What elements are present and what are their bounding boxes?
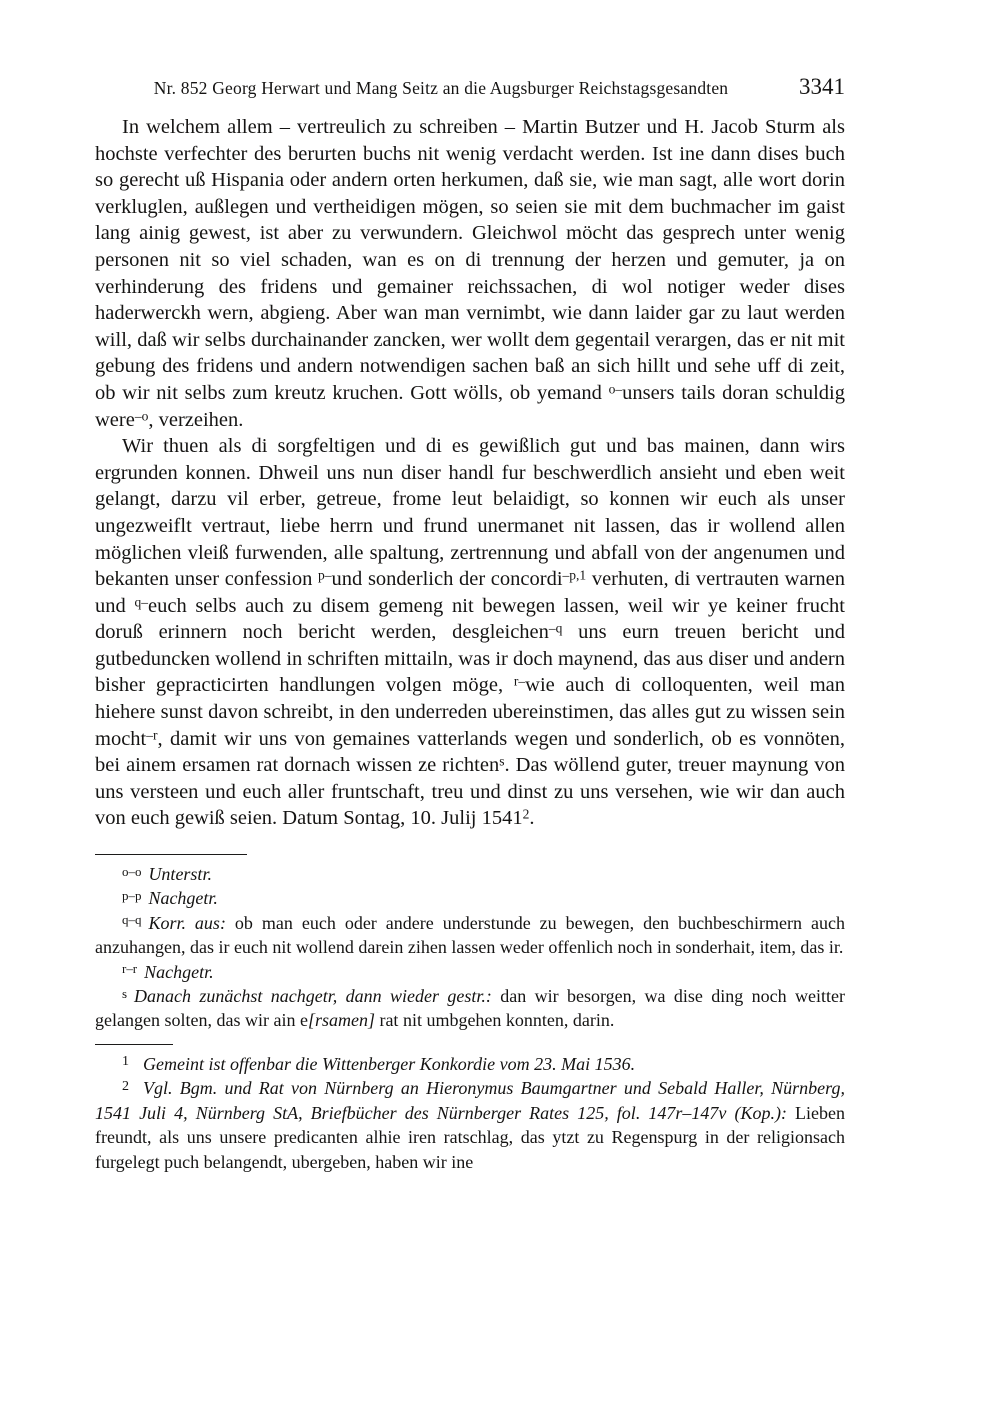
text-segment: Lieben freundt, als uns unsere predicanten alhie iren ratschlag, das ytzt zu Regenspurg in der religionsach furgelegt puch belangendt, ubergeben, haben wir ine: [95, 1102, 845, 1172]
text-segment: Danach zunächst nachgetr, dann wieder gestr.:: [134, 986, 492, 1007]
apparatus-sigla: r–r: [122, 961, 138, 977]
superscript-siglum: q–: [134, 594, 148, 610]
superscript-siglum: r–: [513, 673, 526, 689]
apparatus-note-text: [95, 986, 845, 1030]
footnote-number: 1: [122, 1053, 130, 1070]
text-segment: wie auch di colloquenten, weil man hiehere sunst davon schreibt, in den underreden ubereinstimen, das alles gut zu wissen sein mocht: [95, 674, 845, 750]
apparatus-note: [95, 886, 845, 910]
text-segment: [rsamen]: [307, 1010, 375, 1031]
text-segment: euch selbs auch zu disem gemeng nit bewegen lassen, weil wir ye keiner frucht doruß erinnern noch bericht werden, desgleichen: [95, 594, 845, 644]
critical-apparatus: [95, 862, 845, 1033]
text-segment: Korr. aus:: [148, 912, 226, 933]
footnote-text: [143, 1054, 635, 1074]
letter-paragraph-1: [95, 114, 845, 433]
text-segment: Unterstr.: [148, 864, 212, 885]
letter-text: [95, 114, 845, 832]
text-segment: Vgl. Bgm. und Rat von Nürnberg an Hieronymus Baumgartner und Sebald Haller, Nürnberg, 1541 Juli 4, Nürnberg StA, Briefbücher des Nürnberger Rates 125, fol. 147r–147v (Kop.):: [95, 1078, 845, 1123]
superscript-siglum: –o: [134, 407, 149, 423]
text-segment: und sonderlich der concordi: [331, 568, 563, 591]
footnote-text: [95, 1078, 845, 1171]
apparatus-sigla: p–p: [122, 888, 142, 904]
apparatus-note: [95, 911, 845, 960]
text-segment: unsers tails doran schuldig were: [95, 381, 845, 431]
superscript-siglum: s: [499, 753, 505, 769]
superscript-siglum: p–: [318, 567, 332, 583]
text-segment: ob man euch oder andere understunde zu bewegen, den buchbeschirmern auch anzuhangen, das ir euch nit wollend darein zihen lassen weder offenlich noch in sonderhait, item, das ir.: [95, 912, 845, 958]
text-segment: verhuten, di vertrauten warnen und: [95, 568, 845, 617]
apparatus-sigla: s: [122, 985, 128, 1001]
superscript-siglum: o–: [608, 381, 623, 397]
running-header-title: Nr. 852 Georg Herwart und Mang Seitz an die Augsburger Reichstagsgesandten: [153, 78, 729, 98]
apparatus-note: [95, 960, 845, 984]
text-segment: , verzeihen.: [148, 408, 244, 431]
text-segment: rat nit umbgehen konnten, darin.: [374, 1010, 615, 1031]
text-segment: Gemeint ist offenbar die Wittenberger Konkordie vom 23. Mai 1536.: [143, 1053, 636, 1074]
text-segment: Wir thuen als di sorgfeltigen und di es gewißlich gut und bas mainen, dann wirs ergrunden konnen. Dhweil uns nun diser handl fur beschwerdlich ansieht und eben weit gelangt, darzu vil erber, getreue, frome leut belaidigt, so konnen wir euch als unser ungezweiflt vertraut, liebe herrn und frund unermanet nit lassen, das ir wollend allen möglichen vleiß furwenden, alle spaltung, zertrennung und abfall von der angenumen und bekanten unser confession: [95, 435, 845, 591]
apparatus-note-text: [148, 888, 218, 908]
apparatus-note-text: [95, 913, 845, 957]
footnote-number: 2: [122, 1077, 130, 1094]
text-segment: Nachgetr.: [144, 961, 214, 982]
apparatus-sigla: o–o: [122, 863, 142, 879]
footnotes: [95, 1052, 845, 1174]
text-segment: . Das wöllend guter, treuer maynung von uns versteen und euch aller fruntschaft, treu und dinst zu uns versehen, wie wir dan auch von euch gewiß seien. Datum Sontag, 10. Julij 1541: [95, 754, 845, 830]
apparatus-sigla: q–q: [122, 912, 142, 928]
apparatus-note-text: [148, 864, 212, 884]
superscript-siglum: –r: [146, 726, 158, 742]
text-segment: .: [529, 807, 535, 830]
apparatus-note: [95, 984, 845, 1033]
text-segment: uns eurn treuen bericht und gutbeduncken wollend in schriften mittailn, was ir doch maynend, das aus diser und andern bisher gepracticirten handlungen volgen möge,: [95, 621, 845, 697]
footnote: [95, 1052, 845, 1076]
superscript-siglum: 2: [522, 806, 530, 822]
apparatus-note: [95, 862, 845, 886]
superscript-siglum: –q: [548, 620, 563, 636]
superscript-siglum: –p,1: [562, 567, 587, 583]
page-number: 3341: [799, 74, 845, 99]
text-segment: dan wir besorgen, wa dise ding noch weitter gelangen solten, das wir ain e: [95, 986, 845, 1031]
text-segment: Nachgetr.: [148, 888, 218, 909]
text-segment: In welchem allem – vertreulich zu schreiben – Martin Butzer und H. Jacob Sturm als hochste verfechter des berurten buchs nit wenig verdacht werden. Ist ine dann dises buch so gerecht uß Hispania oder andern orten herkumen, daß sie, wie man sagt, alle wort dorin verkluglen, außlegen und vertheidigen mögen, so seien sie mit dem buchmacher im gaist lang ainig gewest, ist aber zu verwundern. Gleichwol möcht das gesprech unter wenig personen nit so viel schaden, wan es on di trennung der herzen und gemuter, ja on verhinderung des fridens und gemainer reichssachen, di wol notiger weder dises haderwerckh wern, abgieng. Aber wan man vernimbt, wie dann laider gar zu laut werden will, daß wir selbs durchainander zancken, wer wollt dem gegentail verargen, das er nit mit gebung des fridens und andern notwendigen sachen baß an sich hillt und sehe uff di zeit, ob wir nit selbs zum kreutz kruchen. Gott wölls, ob yemand: [95, 116, 845, 404]
letter-paragraph-2: [95, 433, 845, 832]
footnote-separator-rule: [95, 1044, 173, 1045]
running-header: [95, 74, 845, 100]
apparatus-note-text: [144, 962, 214, 982]
footnote: [95, 1076, 845, 1174]
text-segment: , damit wir uns von gemaines vatterlands wegen und sonderlich, ob es vonnöten, bei ainem ersamen rat dornach wissen ze richten: [95, 727, 845, 777]
apparatus-separator-rule: [95, 854, 247, 855]
